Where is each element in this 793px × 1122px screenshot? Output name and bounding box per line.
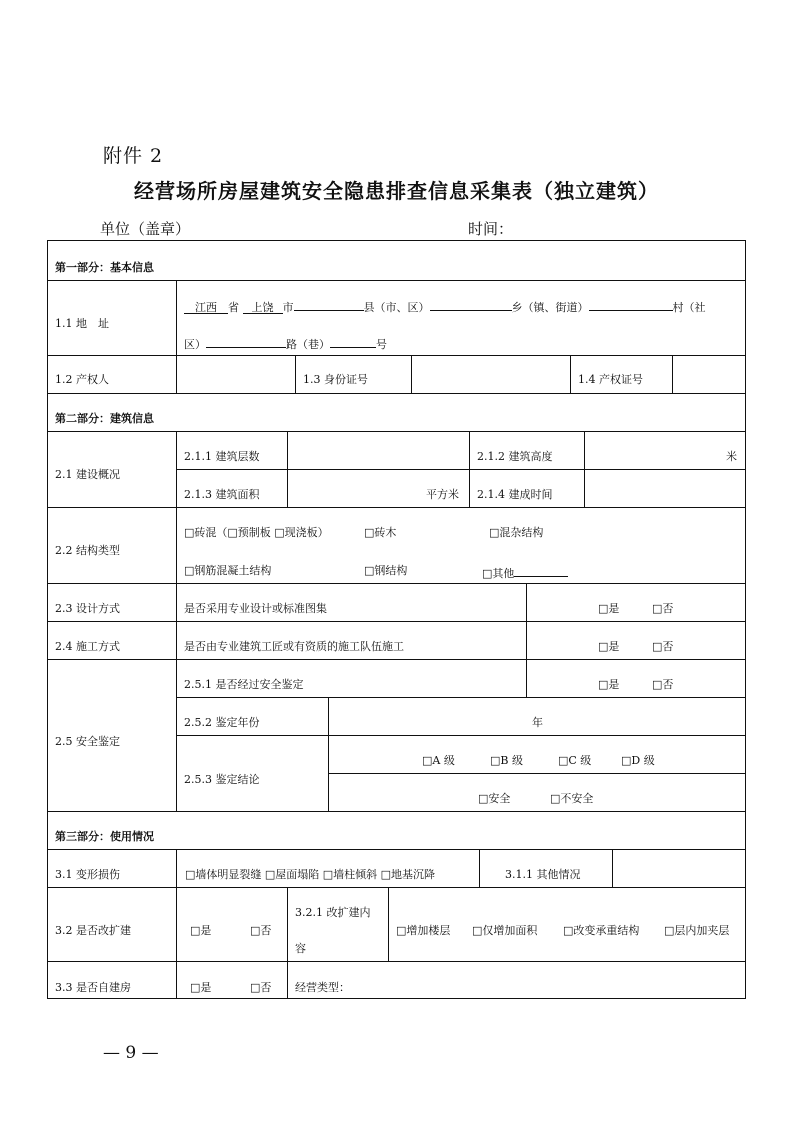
safety-conclusion-label: 2.5.3 鉴定结论 [184, 773, 260, 786]
road-field[interactable] [206, 335, 286, 348]
renovation-yes-checkbox[interactable]: □是 [190, 924, 212, 937]
grade-a-checkbox[interactable]: □A 级 [422, 754, 455, 767]
grade-b-checkbox[interactable]: □B 级 [490, 754, 523, 767]
attachment-label: 附件 2 [103, 145, 164, 167]
checkbox-rc[interactable]: □钢筋混凝土结构 [184, 564, 272, 577]
part3-heading: 第三部分：使用情况 [55, 830, 154, 843]
county-field[interactable] [294, 298, 364, 311]
other-structure-field[interactable] [514, 564, 568, 577]
renovation-no-checkbox[interactable]: □否 [250, 924, 272, 937]
district-suffix: 区） [184, 338, 206, 351]
renovation-content-label-line2: 容 [295, 942, 306, 955]
year-unit: 年 [532, 716, 543, 729]
province-value[interactable]: 江西 [184, 301, 228, 314]
address-line2 [184, 335, 387, 352]
county-suffix: 县（市、区） [363, 301, 430, 314]
safety-question: 2.5.1 是否经过安全鉴定 [184, 678, 304, 691]
unsafe-checkbox[interactable]: □不安全 [550, 792, 594, 805]
design-question: 是否采用专业设计或标准图集 [184, 602, 327, 615]
village-field[interactable] [589, 298, 673, 311]
design-label: 2.3 设计方式 [55, 602, 120, 615]
checkbox-steel[interactable]: □钢结构 [364, 564, 408, 577]
property-cert-label: 1.4 产权证号 [578, 373, 643, 386]
address-line1 [184, 298, 706, 315]
safety-label: 2.5 安全鉴定 [55, 735, 120, 748]
city-value[interactable]: 上饶 [243, 301, 283, 314]
checkbox-other[interactable] [482, 564, 568, 581]
design-no-checkbox[interactable]: □否 [652, 602, 674, 615]
construction-question: 是否由专业建筑工匠或有资质的施工队伍施工 [184, 640, 404, 653]
city-suffix: 市 [282, 301, 294, 314]
overview-label: 2.1 建设概况 [55, 468, 120, 481]
province-suffix: 省 [228, 301, 239, 314]
id-number-label: 1.3 身份证号 [303, 373, 368, 386]
structure-label: 2.2 结构类型 [55, 544, 120, 557]
add-floors-checkbox[interactable]: □增加楼层 [396, 924, 451, 937]
checkbox-brick-wood[interactable]: □砖木 [364, 526, 397, 539]
built-time-label: 2.1.4 建成时间 [477, 488, 553, 501]
height-unit: 米 [726, 450, 737, 463]
time-label: 时间： [468, 220, 514, 238]
damage-label: 3.1 变形损伤 [55, 868, 120, 881]
area-unit: 平方米 [426, 488, 459, 501]
road-suffix: 路（巷） [286, 338, 330, 351]
safe-checkbox[interactable]: □安全 [478, 792, 511, 805]
grade-d-checkbox[interactable]: □D 级 [621, 754, 655, 767]
town-field[interactable] [430, 298, 512, 311]
other-situation-label: 3.1.1 其他情况 [505, 868, 581, 881]
house-number-field[interactable] [330, 335, 376, 348]
mezzanine-checkbox[interactable]: □层内加夹层 [664, 924, 730, 937]
part1-heading: 第一部分：基本信息 [55, 261, 154, 274]
floors-label: 2.1.1 建筑层数 [184, 450, 260, 463]
business-type-label: 经营类型： [295, 981, 350, 994]
address-label: 1.1 地 址 [55, 317, 109, 330]
renovation-content-label-line1: 3.2.1 改扩建内 [295, 906, 371, 919]
owner-label: 1.2 产权人 [55, 373, 109, 386]
page-title: 经营场所房屋建筑安全隐患排查信息采集表（独立建筑） [134, 179, 659, 203]
safety-no-checkbox[interactable]: □否 [652, 678, 674, 691]
grade-c-checkbox[interactable]: □C 级 [558, 754, 592, 767]
part2-heading: 第二部分：建筑信息 [55, 412, 154, 425]
add-area-checkbox[interactable]: □仅增加面积 [472, 924, 538, 937]
self-built-label: 3.3 是否自建房 [55, 981, 131, 994]
checkbox-other-label: □其他 [482, 567, 515, 580]
village-suffix: 村（社 [672, 301, 706, 314]
safety-yes-checkbox[interactable]: □是 [598, 678, 620, 691]
construction-yes-checkbox[interactable]: □是 [598, 640, 620, 653]
unit-stamp-label: 单位（盖章） [100, 220, 191, 238]
height-label: 2.1.2 建筑高度 [477, 450, 553, 463]
area-label: 2.1.3 建筑面积 [184, 488, 260, 501]
change-structure-checkbox[interactable]: □改变承重结构 [563, 924, 640, 937]
damage-options[interactable]: □墙体明显裂缝 □屋面塌陷 □墙柱倾斜 □地基沉降 [185, 868, 436, 881]
design-yes-checkbox[interactable]: □是 [598, 602, 620, 615]
checkbox-mixed[interactable]: □混杂结构 [489, 526, 544, 539]
self-built-no-checkbox[interactable]: □否 [250, 981, 272, 994]
construction-no-checkbox[interactable]: □否 [652, 640, 674, 653]
renovation-label: 3.2 是否改扩建 [55, 924, 131, 937]
page-number: — 9 — [103, 1043, 159, 1063]
safety-year-label: 2.5.2 鉴定年份 [184, 716, 260, 729]
checkbox-brick-concrete[interactable]: □砖混（□预制板 □现浇板） [184, 526, 329, 539]
number-suffix: 号 [376, 338, 387, 351]
town-suffix: 乡（镇、街道） [511, 301, 589, 314]
construction-label: 2.4 施工方式 [55, 640, 120, 653]
self-built-yes-checkbox[interactable]: □是 [190, 981, 212, 994]
